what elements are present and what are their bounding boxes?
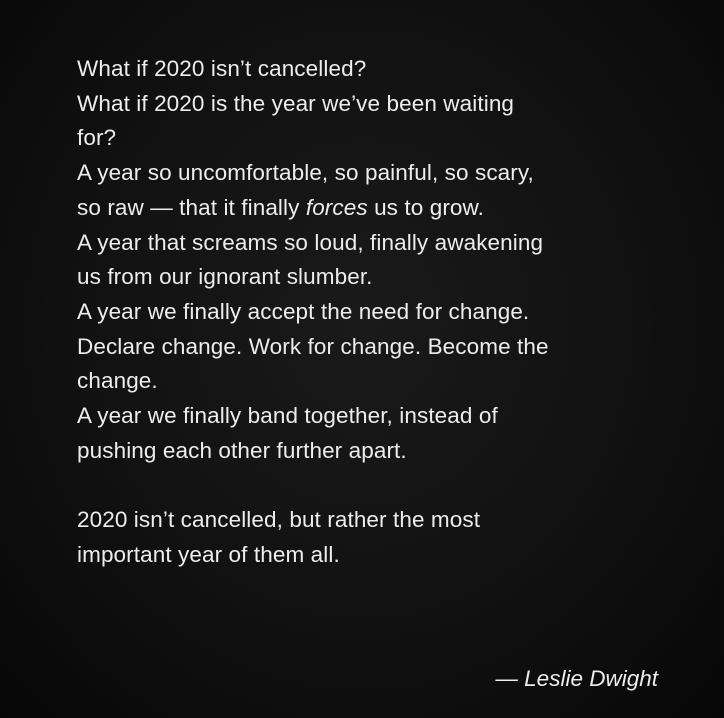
poem-line-forces-after: us to grow. (367, 194, 484, 220)
closing-line: 2020 isn’t cancelled, but rather the most (77, 507, 481, 533)
poem-body (77, 52, 677, 573)
forces-emphasis: forces (305, 194, 368, 220)
poem-line: What if 2020 is the year we’ve been waiting (77, 90, 515, 116)
poem-line: for? (77, 125, 117, 151)
poem-line: Declare change. Work for change. Become the (77, 333, 549, 359)
poem-line: change. (77, 368, 158, 394)
poem-line: A year we finally accept the need for change. (77, 298, 530, 324)
poem-line: What if 2020 isn’t cancelled? (77, 56, 367, 81)
poem-line-forces-before: so raw — that it finally (77, 194, 306, 220)
poem-line-forces (77, 191, 677, 226)
poem-line: A year that screams so loud, finally awakening (77, 229, 544, 255)
stanza-break (77, 468, 677, 503)
closing-line: important year of them all. (77, 541, 340, 567)
author-attribution: — Leslie Dwight (495, 666, 658, 691)
poem-line: A year so uncomfortable, so painful, so scary, (77, 160, 534, 186)
poem-line: A year we finally band together, instead of (77, 403, 498, 429)
poem-line: pushing each other further apart. (77, 437, 407, 463)
poem-line: us from our ignorant slumber. (77, 264, 373, 290)
